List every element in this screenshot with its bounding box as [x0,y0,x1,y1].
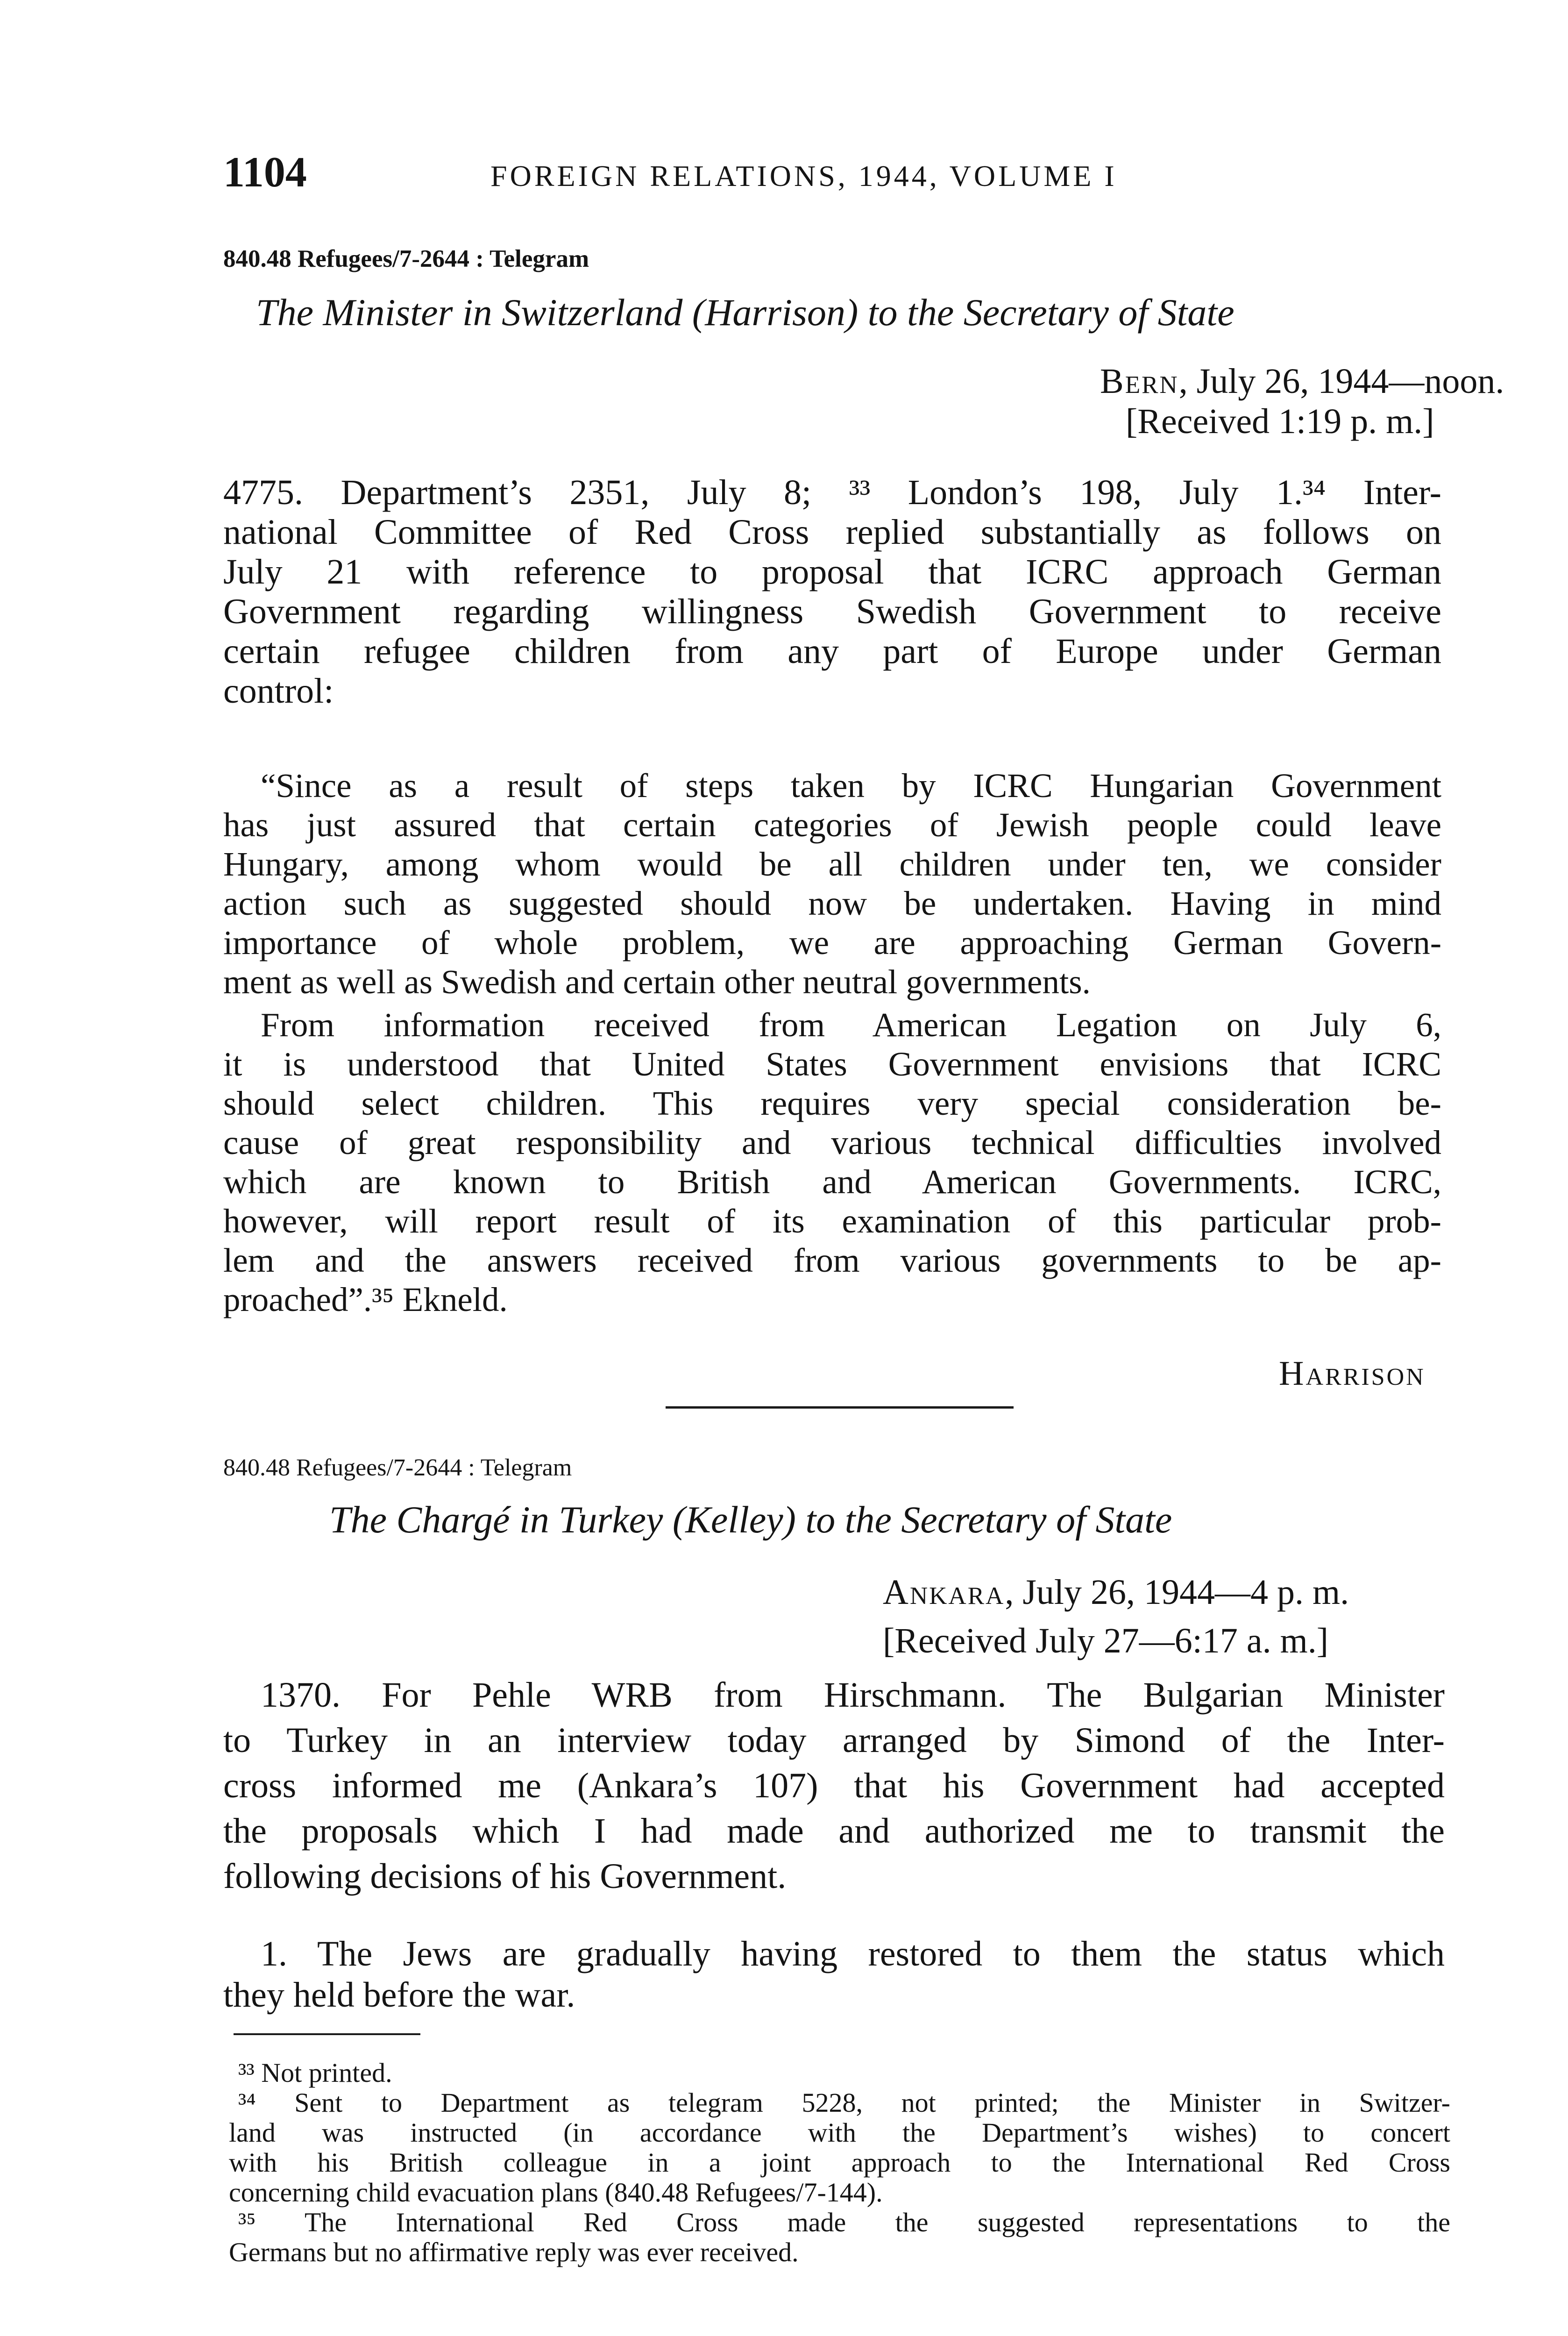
quote-line: “Since as a result of steps taken by ICRC Hungarian Government [261,767,1441,805]
quote-line: has just assured that certain categories of Jewish people could leave [223,806,1441,844]
doc1-date: , July 26, 1944—noon. [1178,362,1504,401]
quote-line: Hungary, among whom would be all children under ten, we consider [223,845,1441,883]
footnote-34: ³⁴ Sent to Department as telegram 5228, not printed; the Minister in Switzer- [238,2087,1450,2118]
section-divider [666,1406,1014,1409]
doc1-file-ref: 840.48 Refugees/7-2644 : Telegram [223,245,589,272]
quote-line: proached”.³⁵ Ekneld. [223,1281,508,1318]
doc2-item-1 [223,1933,1445,2016]
doc2-place: Ankara [883,1573,1005,1612]
footnote-34-cont: concerning child evacuation plans (840.48 Refugees/7-144). [229,2177,883,2208]
doc1-body-line: Government regarding willingness Swedish Government to receive [223,592,1441,631]
doc2-body-line: to Turkey in an interview today arranged by Simond of the Inter- [223,1721,1445,1760]
doc1-dateline [1100,363,1504,399]
footnotes [229,2058,1450,2267]
doc2-item-line: they held before the war. [223,1975,575,2015]
doc1-place: Bern [1100,362,1179,401]
doc2-heading: The Chargé in Turkey (Kelley) to the Secretary of State [329,1498,1172,1541]
footnote-35-cont: Germans but no affirmative reply was ever received. [229,2237,799,2267]
doc1-body [223,473,1441,711]
quote-line: however, will report result of its examination of this particular prob- [223,1202,1441,1240]
quote-line: ment as well as Swedish and certain other neutral governments. [223,963,1091,1001]
doc1-body-line: national Committee of Red Cross replied substantially as follows on [223,513,1441,552]
doc2-date: , July 26, 1944—4 p. m. [1005,1573,1349,1612]
running-title: FOREIGN RELATIONS, 1944, VOLUME I [490,159,1117,192]
quote-line: it is understood that United States Government envisions that ICRC [223,1045,1441,1083]
doc2-item-line: 1. The Jews are gradually having restored to them the status which [261,1934,1445,1973]
quote-line: cause of great responsibility and various technical difficulties involved [223,1124,1441,1161]
quote-line: should select children. This requires very special consideration be- [223,1084,1441,1122]
doc2-file-ref: 840.48 Refugees/7-2644 : Telegram [223,1454,572,1481]
footnote-34-cont: land was instructed (in accordance with the Department’s wishes) to concert [229,2117,1450,2148]
doc2-body [223,1673,1445,1899]
quote-line: From information received from American Legation on July 6, [261,1006,1441,1044]
doc1-signature: Harrison [1279,1354,1426,1393]
doc1-body-line: July 21 with reference to proposal that ICRC approach German [223,552,1441,591]
footnote-rule [234,2033,420,2035]
footnote-33: ³³ Not printed. [238,2058,392,2088]
doc2-body-line: cross informed me (Ankara’s 107) that his Government had accepted [223,1766,1445,1805]
doc1-quote-paragraph-1 [223,766,1441,1002]
doc2-body-line: the proposals which I had made and authorized me to transmit the [223,1811,1445,1851]
quote-line: lem and the answers received from various governments to be ap- [223,1241,1441,1279]
doc1-quote-paragraph-2 [223,1005,1441,1319]
quote-line: which are known to British and American Governments. ICRC, [223,1163,1441,1201]
footnote-34-cont: with his British colleague in a joint approach to the International Red Cross [229,2147,1450,2178]
doc1-heading: The Minister in Switzerland (Harrison) to the Secretary of State [256,291,1235,334]
page-number: 1104 [223,148,307,196]
doc1-received: [Received 1:19 p. m.] [1126,402,1434,441]
doc2-received: [Received July 27—6:17 a. m.] [883,1621,1329,1660]
quote-line: importance of whole problem, we are approaching German Govern- [223,924,1441,961]
doc1-body-line: certain refugee children from any part of Europe under German [223,632,1441,671]
footnote-35: ³⁵ The International Red Cross made the suggested representations to the [238,2207,1450,2237]
quote-line: action such as suggested should now be undertaken. Having in mind [223,884,1441,922]
doc2-body-line: 1370. For Pehle WRB from Hirschmann. The Bulgarian Minister [261,1675,1445,1715]
doc2-dateline [883,1574,1349,1610]
doc1-body-line: control: [223,671,334,711]
doc1-body-line: 4775. Department’s 2351, July 8; ³³ London’s 198, July 1.³⁴ Inter- [223,473,1441,512]
doc2-body-line: following decisions of his Government. [223,1857,787,1896]
